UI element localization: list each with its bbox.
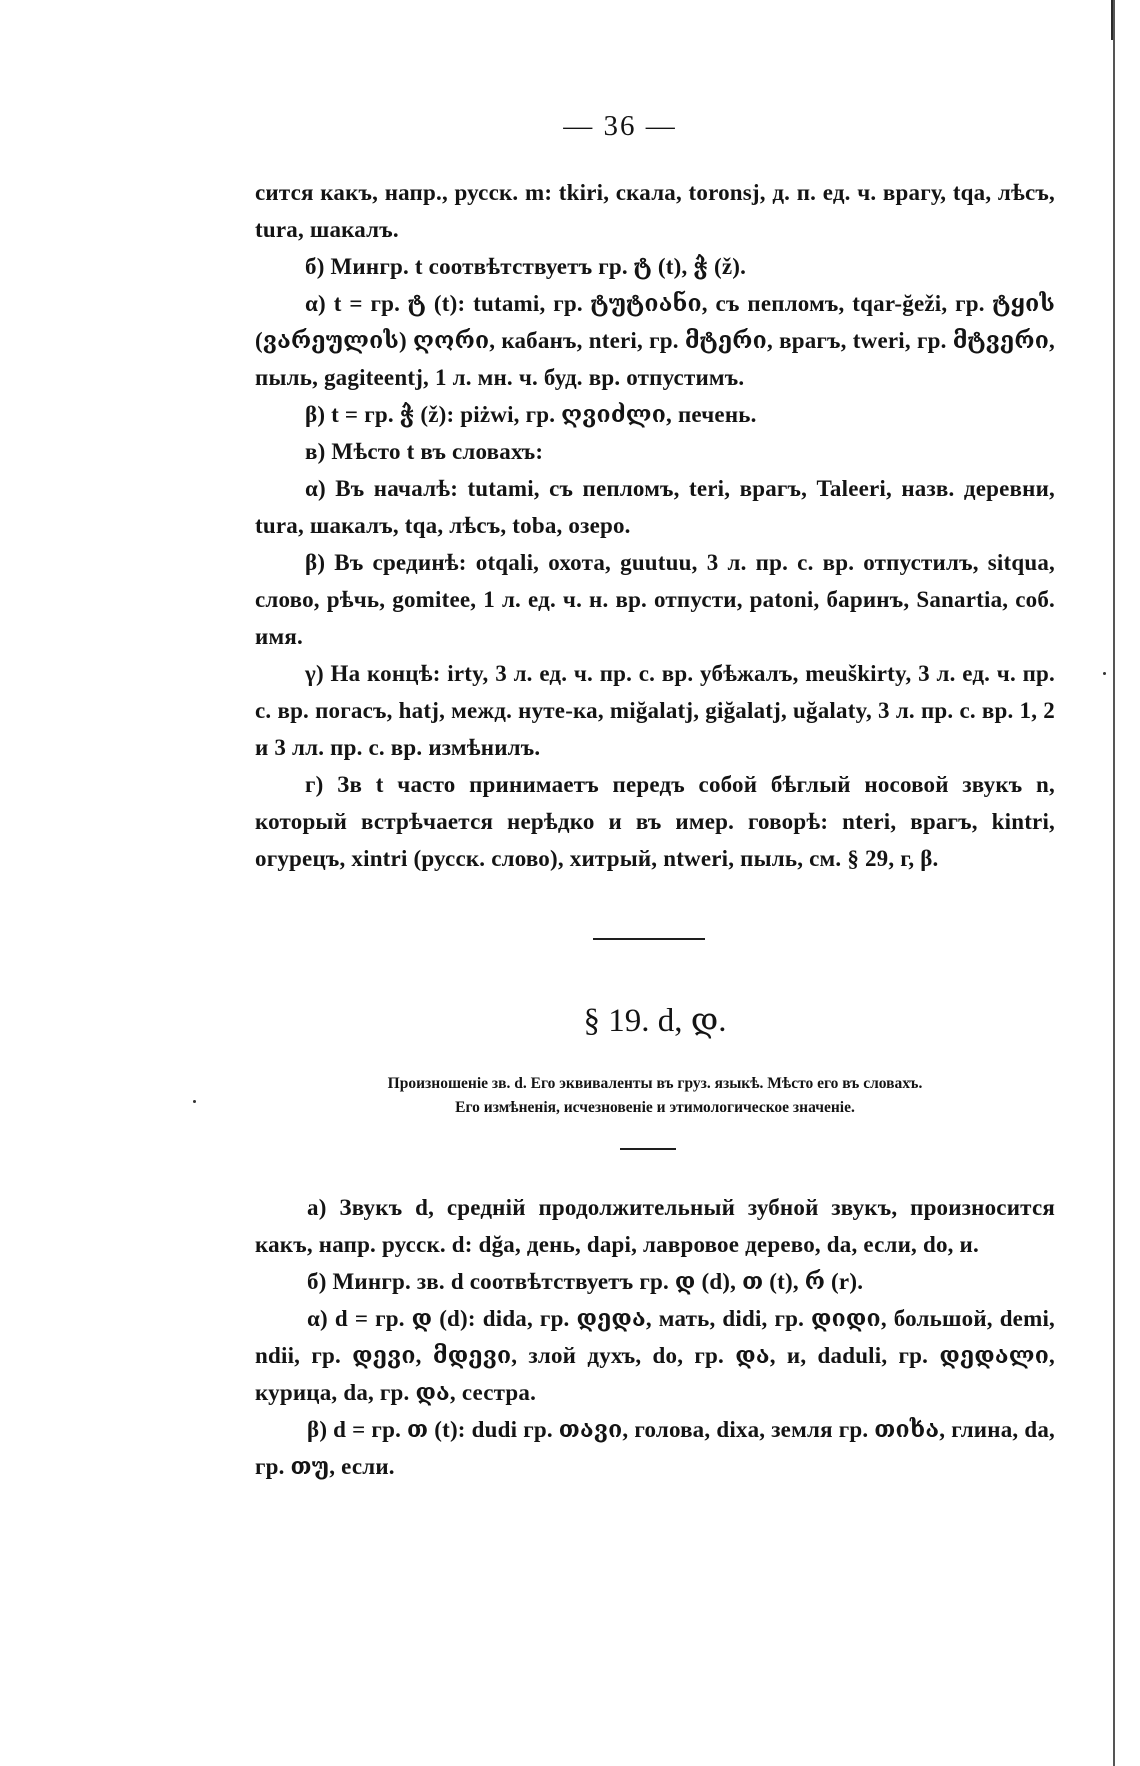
paragraph: в) Мѣсто t въ словахъ: xyxy=(305,439,544,464)
paragraph: β) d = гр. თ (t): dudi гр. თავი, голова, dixa, земля гр. თიხა, глина, da, гр. თუ, если. xyxy=(255,1417,1055,1479)
section-divider xyxy=(593,938,705,940)
paragraph: б) Мингр. t соотвѣтствуетъ гр. ტ (t), ჭ (ž). xyxy=(305,254,747,279)
paragraph: α) Въ началѣ: tutami, съ пепломъ, teri, врагъ, Taleeri, назв. деревни, tura, шакалъ, tqa, лѣсъ, toba, озеро. xyxy=(255,476,1055,538)
scan-speck xyxy=(193,1100,196,1103)
paragraph: а) Звукъ d, средній продолжительный зубной звукъ, произносится какъ, напр. русск. d: dğa, день, dapi, лавровое дерево, da, если, do, и. xyxy=(255,1195,1055,1257)
paragraph: β) t = гр. ჭ (ž): piżwi, гр. ღვიძლი, печень. xyxy=(305,402,757,427)
summary-line: Его измѣненія, исчезновеніе и этимологическое значеніе. xyxy=(455,1099,855,1116)
scan-edge-line xyxy=(1113,0,1115,1766)
page-number: — 36 — xyxy=(563,110,677,142)
paragraph: сится какъ, напр., русск. m: tkiri, скала, toronsj, д. п. ед. ч. врагу, tqa, лѣсъ, tura, шакалъ. xyxy=(255,180,1055,242)
top-text-block xyxy=(255,174,1055,877)
bottom-text-block xyxy=(255,1189,1055,1485)
paragraph: г) Зв t часто принимаетъ передъ собой бѣглый носовой звукъ n, который встрѣчается нерѣдко и въ имер. говорѣ: nteri, врагъ, kintri, огурецъ, xintri (русск. слово), хитрый, ntweri, пыль, см. § 29, г, β. xyxy=(255,772,1055,871)
summary-divider xyxy=(620,1148,676,1150)
paragraph: α) d = гр. დ (d): dida, гр. დედა, мать, didi, гр. დიდი, большой, demi, ndii, гр. დევი, მდევი, злой духъ, do, гр. და, и, daduli, гр. დედალი, курица, da, гр. და, сестра. xyxy=(255,1306,1055,1405)
section-summary xyxy=(250,1072,1060,1120)
scan-speck xyxy=(1103,672,1106,675)
paragraph: β) Въ срединѣ: otqali, охота, guutuu, 3 л. пр. с. вр. отпустилъ, sitqua, слово, рѣчь, gomitee, 1 л. ед. ч. н. вр. отпусти, patoni, баринъ, Sanartia, соб. имя. xyxy=(255,550,1055,649)
section-title: § 19. d, დ. xyxy=(583,1003,727,1039)
paragraph: α) t = гр. ტ (t): tutami, гр. ტუტიანი, съ пепломъ, tqar-ğeži, гр. ტყის (ვარეულის) ღორი, кабанъ, nteri, гр. მტერი, врагъ, tweri, гр. მტვერი, пыль, gagiteentj, 1 л. мн. ч. буд. вр. отпустимъ. xyxy=(255,291,1055,390)
summary-line: Произношеніе зв. d. Его эквиваленты въ груз. языкѣ. Мѣсто его въ словахъ. xyxy=(387,1075,923,1092)
paragraph: γ) На концѣ: irty, 3 л. ед. ч. пр. с. вр. убѣжалъ, meuškirty, 3 л. ед. ч. пр. с. вр. погасъ, hatj, межд. нуте-ка, miğalatj, giğalatj, uğalaty, 3 л. пр. с. вр. 1, 2 и 3 лл. пр. с. вр. измѣнилъ. xyxy=(255,661,1055,760)
paragraph: б) Мингр. зв. d соотвѣтствуетъ гр. დ (d), თ (t), რ (r). xyxy=(307,1269,864,1294)
